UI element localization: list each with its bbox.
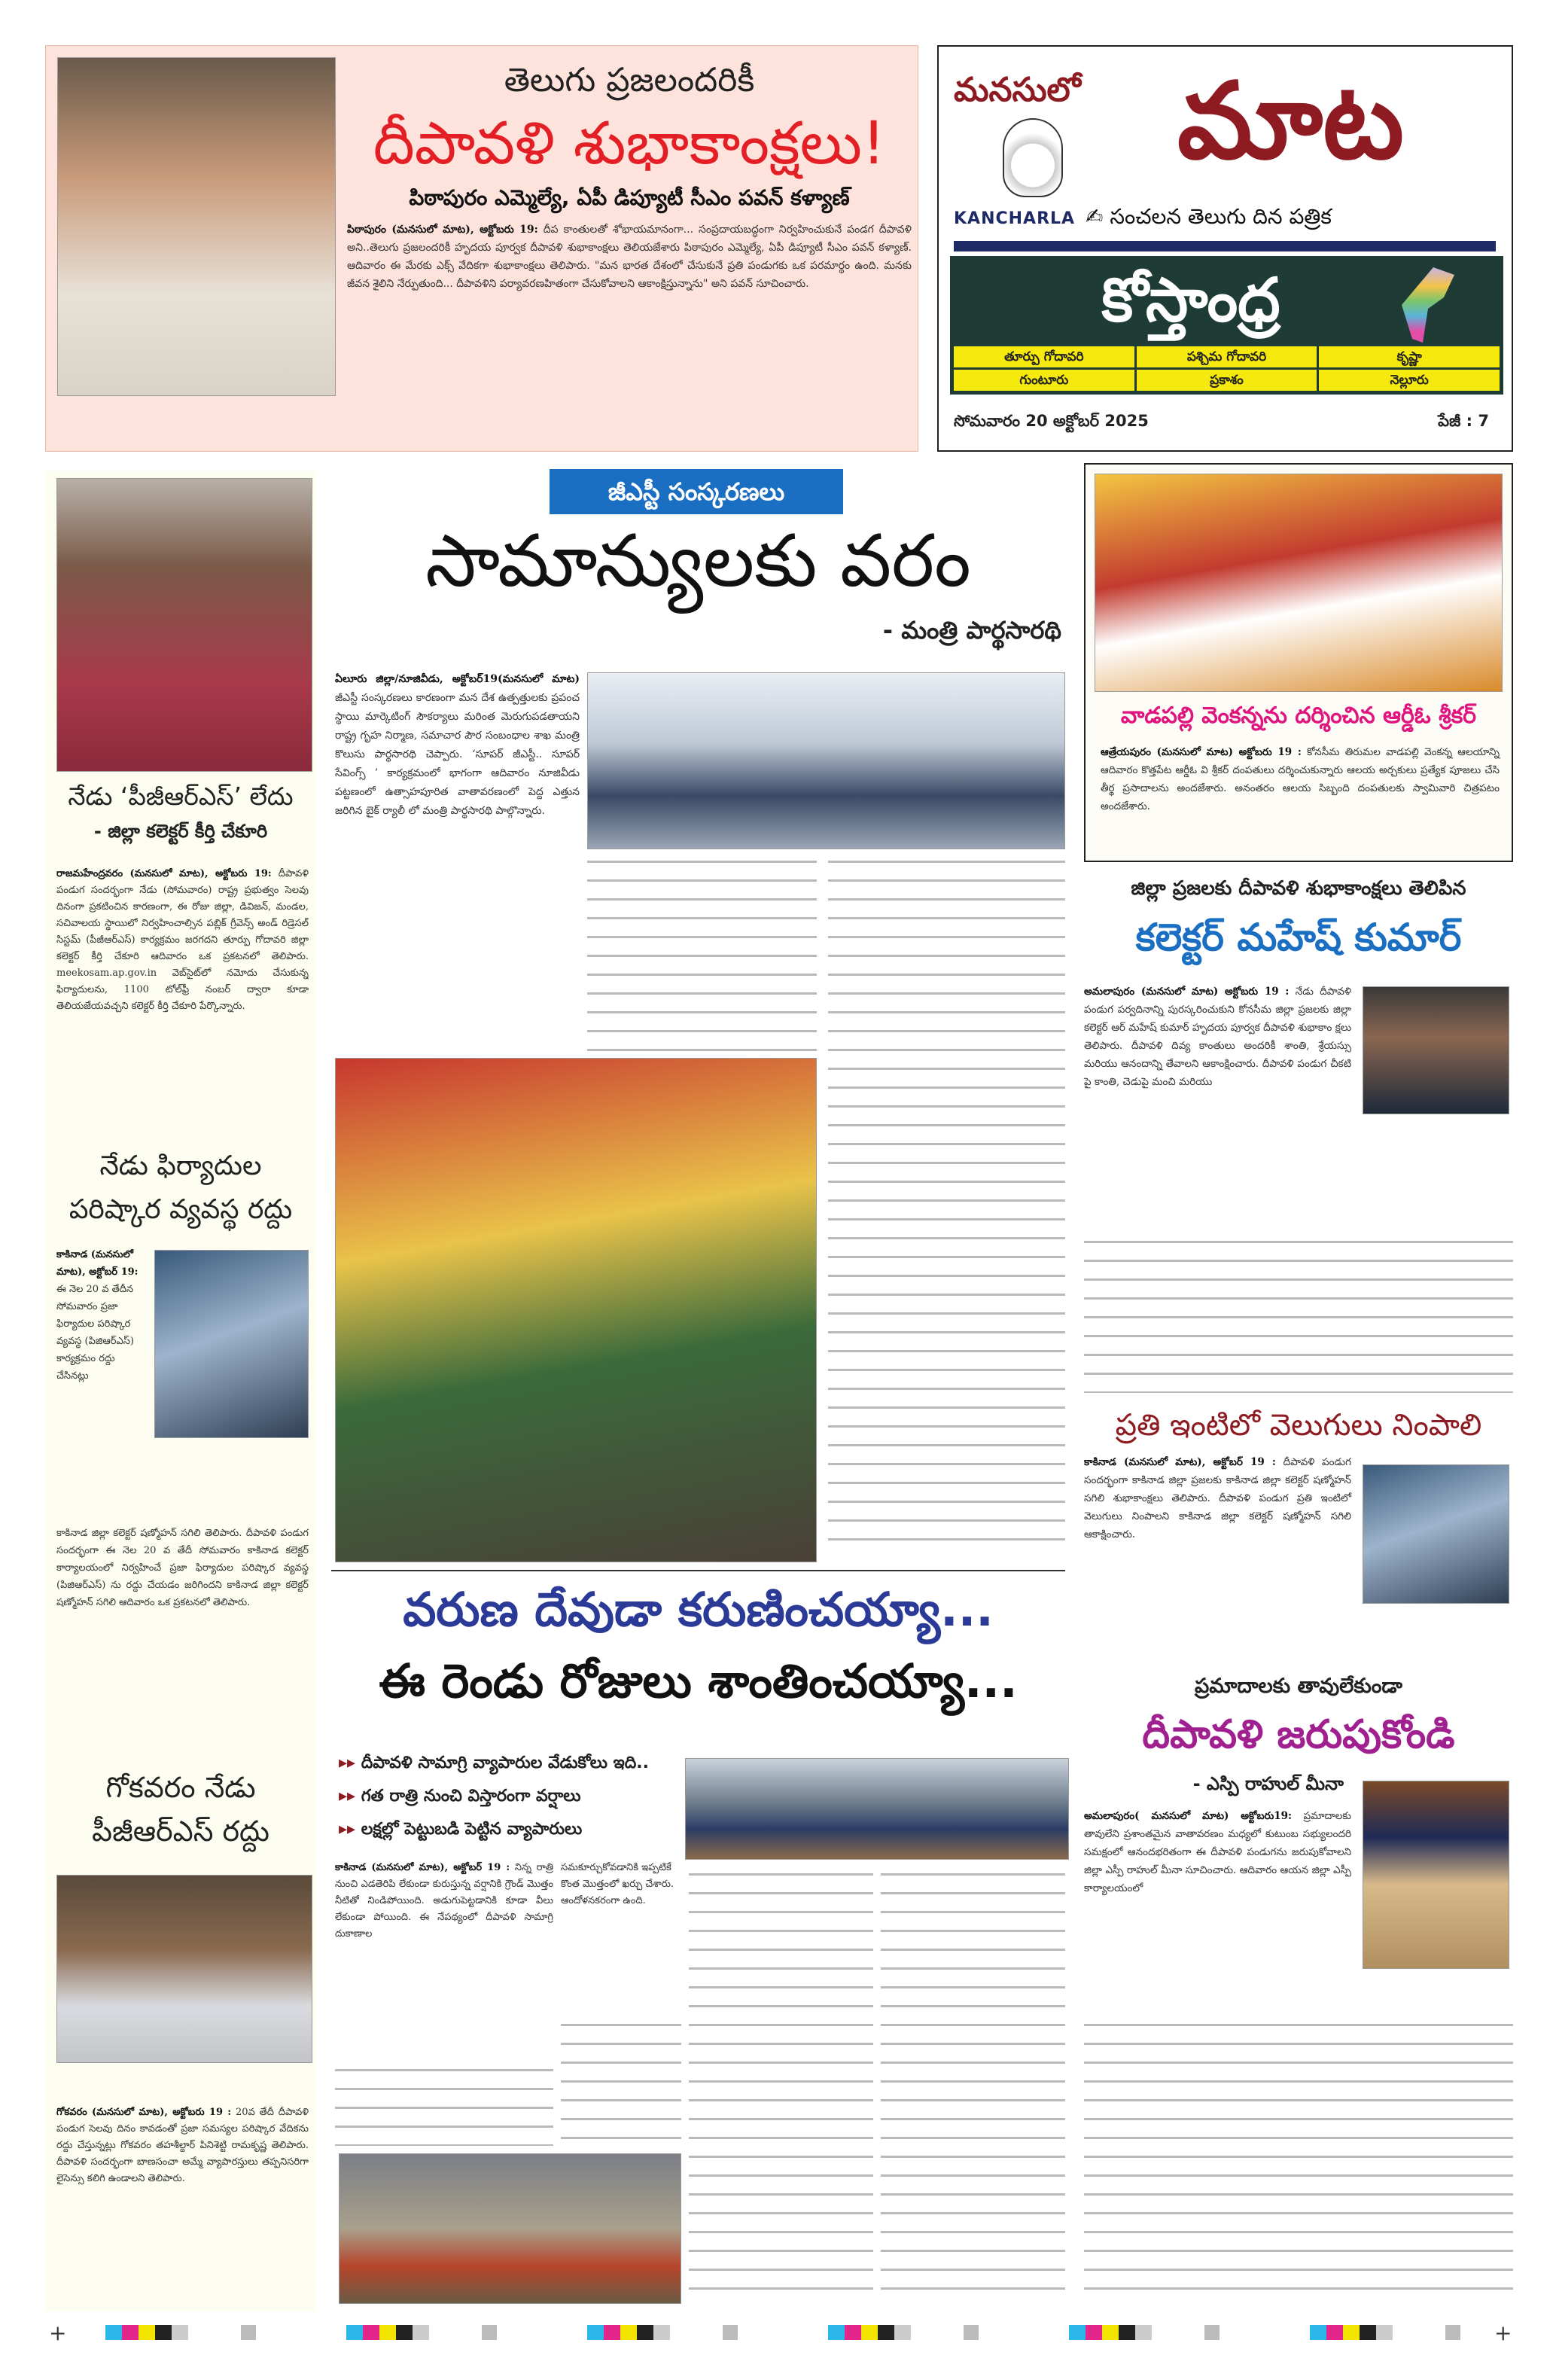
rdo-body-text: కోనసీమ తిరుమల వాడపల్లి వెంకన్న ఆలయాన్ని ఆదివారం కొత్తపేట ఆర్డీఓ వి శ్రీకర్ దంపతులు దర్శించుకున్నారు ఆలయ అర్చకులు ప్రత్యేక పూజలు చేసి తీర్థ ప్రసాదాలను అందజేశారు. అనంతరం ఆలయ సిబ్బంది దంపతులకు స్వామివారి చిత్రపటం అందజేశారు. [1101, 746, 1500, 812]
arrow-icon: ▸▸ [339, 1787, 361, 1806]
rdo-dateline: ఆత్రేయపురం (మనసులో మాట) అక్టోబరు 19 : [1101, 746, 1302, 758]
district-guntur: గుంటూరు [954, 370, 1134, 391]
tagline-text: సంచలన తెలుగు దిన పత్రిక [1110, 204, 1332, 229]
story1-headline: నేడు ‘పీజీఆర్ఎస్’ లేదు [68, 782, 294, 811]
story3-text: 20వ తేదీ దీపావళి పండుగ సెలవు దినం కావడంతో ప్రజా సమస్యల పరిష్కార వేదికను రద్దు చేస్తున్నట్లు గోకవరం తహశీల్దార్ పినిశెట్టి రామకృష్ణ తెలిపారు. దీపావళి సందర్భంగా బాణసంచా అమ్మే వ్యాపారస్తులు తప్పనిసరిగా లైసెన్సు కలిగి ఉండాలని తెలిపారు. [56, 2107, 309, 2184]
district-grid [954, 346, 1500, 391]
district-krishna: కృష్ణా [1319, 346, 1500, 367]
sp-headline: దీపావళి జరుపుకోండి [1142, 1712, 1455, 1757]
gst-body [335, 670, 580, 821]
bullet-item [339, 1747, 681, 1780]
tagline [1086, 202, 1500, 232]
gst-more-text-col2 [587, 855, 817, 1054]
rain-headline-1: వరుణ దేవుడా కరుణించయ్యా... [403, 1582, 994, 1637]
district-east-godavari: తూర్పు గోదావరి [954, 346, 1134, 367]
bullet-item [339, 1780, 681, 1813]
rain-body-2: సమకూర్చుకోవడానికి ఇప్పటికే కొంత మొత్తంలో ఖర్చు చేశారు. ఆందోళనకరంగా ఉంది. [561, 1862, 674, 1906]
wet-ground-photo [339, 2153, 681, 2304]
collector-headline: కలెక్టర్ మహేష్ కుమార్ [1135, 916, 1462, 959]
story2-side-text [56, 1246, 147, 1385]
sp-body-text: ప్రమాదాలకు తావులేని ప్రశాంతమైన వాతావరణం మధ్యలో కుటుంబ సభ్యులందరి సమక్షంలో ఆనందభరితంగా ఈ దీపావళి పండుగను జరుపుకోవాలని జిల్లా ఎస్పీ రాహుల్ మీనా సూచించారు. ఆదివారం ఆయన జిల్లా ఎస్పీ కార్యాలయంలో [1084, 1810, 1351, 1894]
bullet-text: దీపావళి సామాగ్రి వ్యాపారుల వేడుకోలు ఇది.. [361, 1754, 650, 1772]
story1-dateline: రాజమహేంద్రవరం (మనసులో మాట), అక్టోబరు 19: [56, 868, 272, 879]
kakinada-body [1084, 1453, 1351, 1543]
rdo-headline: వాడపల్లి వెంకన్నను దర్శించిన ఆర్డీఓ శ్రీకర్ [1120, 702, 1477, 729]
ad-kicker: తెలుగు ప్రజలందరికీ [504, 61, 755, 99]
divider [331, 1570, 1065, 1571]
rain-more-text-col1 [335, 2063, 553, 2146]
pen-icon: ✍ [1086, 204, 1110, 229]
bike-rally-photo [335, 1058, 817, 1562]
rain-more-text-col4 [881, 1867, 1065, 2304]
left-column [45, 471, 316, 2311]
district-prakasam: ప్రకాశం [1137, 370, 1317, 391]
gst-more-text-col3 [828, 855, 1065, 1551]
color-calibration-bar [105, 2325, 1483, 2340]
rain-more-text-col3 [689, 1867, 873, 2304]
sp-body [1084, 1807, 1351, 1897]
masthead-bar [954, 241, 1496, 251]
story3-dateline: గోకవరం (మనసులో మాట), అక్టోబరు 19 : [56, 2107, 232, 2118]
story1-body [56, 866, 309, 1133]
collector-kicker: జిల్లా ప్రజలకు దీపావళి శుభాకాంక్షలు తెలిపిన [1131, 877, 1466, 900]
bullet-text: గత రాత్రి నుంచి విస్తారంగా వర్షాలు [361, 1787, 581, 1806]
logo-small: మనసులో [954, 71, 1081, 109]
diwali-wish-ad [45, 45, 918, 452]
brand-name: KANCHARLA [954, 209, 1076, 228]
arrow-icon: ▸▸ [339, 1754, 361, 1772]
story2-dateline: కాకినాడ (మనసులో మాట), అక్టోబర్ 19: [56, 1249, 139, 1278]
collector-more-text [1084, 1235, 1513, 1393]
collector-keerthi-photo [56, 478, 312, 772]
rdo-story-box [1084, 463, 1513, 862]
kakinada-headline: ప్రతి ఇంటిలో వెలుగులు నింపాలి [1115, 1408, 1482, 1443]
collector-mahesh-photo [1363, 986, 1509, 1114]
masthead [937, 45, 1513, 452]
rain-body-text: నిన్న రాత్రి నుంచి ఎడతెరిపి లేకుండా కురుస్తున్న వర్షానికి గ్రౌండ్ మొత్తం నీటితో నిండిపోయింది. అడుగుపెట్టడానికి కూడా వీలు లేకుండా పోయింది. ఈ నేపథ్యంలో దీపావళి సామాగ్రి దుకాణాల [335, 1862, 553, 1940]
ad-dateline: పిఠాపురం (మనసులో మాట), అక్టోబరు 19: [347, 224, 538, 236]
gst-byline: - మంత్రి పార్థసారథి [882, 616, 1061, 645]
rain-bullets [339, 1747, 681, 1846]
collector-body-text: నేడు దీపావళి పండుగ పర్వదినాన్ని పురస్కరించుకుని కోనసీమ జిల్లా ప్రజలకు జిల్లా కలెక్టర్ ఆర్ మహేష్ కుమార్ హృదయ పూర్వక దీపావళి శుభాకాం క్షలు తెలిపారు. దీపావళి దివ్య కాంతులు అందరికీ శాంతి, శ్రేయస్సు మరియు ఆనందాన్ని తేవాలని ఆకాంక్షించారు. దీపావళి పండుగ చీకటి పై కాంతి, చెడుపై మంచి మరియు [1084, 986, 1352, 1088]
story2-body: కాకినాడ జిల్లా కలెక్టర్ షణ్మోహన్ సగిలి తెలిపారు. దీపావళి పండుగ సందర్భంగా ఈ నెల 20 వ తేదీ సోమవారం కాకినాడ కలెక్టర్ కార్యాలయంలో నిర్వహించే ప్రజా ఫిర్యాదుల పరిష్కార వ్యవస్థ (పిజిఆర్ఎస్) ను రద్దు చేయడం జరిగిందని కాకినాడ జిల్లా కలెక్టర్ షణ్మోహన్ సగిలి ఆదివారం ఒక ప్రకటనలో తెలిపారు. [56, 1528, 309, 1608]
rain-body [335, 1860, 553, 1943]
rain-market-photo [685, 1758, 1069, 1860]
kakinada-body-text: దీపావళి పండుగ సందర్భంగా కాకినాడ జిల్లా ప్రజలకు కాకినాడ జిల్లా కలెక్టర్ షణ్మోహన్ సగిలి శుభాకాంక్షలు తెలిపారు. దీపావళి పండుగ ప్రతి ఇంటిలో వెలుగులు నింపాలని కాకినాడ జిల్లా కలెక్టర్ షణ్మోహన్ సగిలి ఆకాక్షించారు. [1084, 1456, 1351, 1540]
rain-headline-2: ఈ రెండు రోజులు శాంతించయ్యా... [379, 1653, 1018, 1708]
story1-text: దీపావళి పండుగ సందర్భంగా నేడు (సోమవారం) రాష్ట్ర ప్రభుత్వం సెలవు దినంగా ప్రకటించిన కారణంగా, ఈ రోజు జిల్లా, డివిజన్, మండల, సచివాలయ స్థాయిలో నిర్వహించాల్సిన పబ్లిక్ గ్రీవెన్స్ అండ్ రిడ్రెసల్ సిస్టమ్ (పీజీఆర్ఎస్) కార్యక్రమం జరగదని తూర్పు గోదావరి జిల్లా కలెక్టర్ కీర్తి చేకూరి ఆదివారం ఒక ప్రకటనలో తెలిపారు. meekosam.ap.gov.in వెబ్‌సైట్‌లో నమోదు చేసుకున్న ఫిర్యాదులను, 1100 టోల్‌ఫ్రీ నంబర్ ద్వారా కూడా తెలియజేయవచ్చని కలెక్టర్ కీర్తి చేకూరి పేర్కొన్నారు. [56, 868, 309, 1012]
ad-body-text: దీప కాంతులతో శోభాయమానంగా... సంప్రదాయబద్ధంగా నిర్వహించుకునే పండగ దీపావళి అని..తెలుగు ప్రజలందరికీ హృదయ పూర్వక దీపావళి శుభాకాంక్షలు తెలియజేశారు పిఠాపురం ఎమ్మెల్యే, ఏపీ డిప్యూటీ సీఎం పవన్ కళ్యాణ్. ఆదివారం ఈ మేరకు ఎక్స్ వేదికగా శుభాకాంక్షలు తెలిపారు. "మన భారత దేశంలో చేసుకునే ప్రతి పండుగకు ఒక పరమార్థం ఉంది. మనకు జీవన శైలిని నేర్పుతుంది... దీపావళిని పర్యావరణహితంగా చేసుకోవాలని ఆకాంక్షిస్తున్నాను" అని పవన్ సూచించారు. [347, 224, 912, 290]
pawan-kalyan-photo [57, 57, 336, 396]
bullet-item [339, 1813, 681, 1846]
story1-byline: - జిల్లా కలెక్టర్ కీర్తి చేకూరి [93, 821, 268, 842]
collector-dateline: అమలాపురం (మనసులో మాట) అక్టోబరు 19 : [1084, 986, 1290, 998]
collector-body [1084, 983, 1351, 1091]
coastal-map-icon [1402, 267, 1454, 343]
registration-mark-left: + [49, 2321, 67, 2345]
ad-body [347, 221, 912, 293]
bullet-text: లక్షల్లో పెట్టుబడి పెట్టిన వ్యాపారులు [361, 1820, 583, 1839]
founder-portrait [1003, 118, 1063, 197]
ad-subhead: పిఠాపురం ఎమ్మెల్యే, ఏపీ డిప్యూటీ సీఎం పవన్ కళ్యాణ్ [409, 185, 850, 210]
story3-body [56, 2104, 309, 2187]
tahsildar-photo [56, 1875, 312, 2063]
collector-shanmohan-photo [154, 1250, 309, 1438]
rdo-body [1101, 743, 1500, 815]
rain-more-text-col2 [561, 2018, 681, 2146]
edition-name: కోస్తాంధ్ర [1101, 265, 1280, 335]
sp-rahul-meena-photo [1363, 1781, 1509, 1969]
story3-headline: గోకవరం నేడు పీజీఆర్ఎస్ రద్దు [92, 1771, 269, 1848]
issue-date: సోమవారం 20 అక్టోబర్ 2025 [954, 412, 1149, 430]
story2-side-body: ఈ నెల 20 వ తేదీన సోమవారం ప్రజా ఫిర్యాదుల పరిష్కార వ్యవస్థ (పిజిఆర్ఎస్) కార్యక్రమం రద్దు చేసినట్లు [56, 1284, 134, 1382]
kakinada-dateline: కాకినాడ (మనసులో మాట), అక్టోబర్ 19 : [1084, 1456, 1276, 1468]
edition-banner [950, 256, 1503, 395]
sp-dateline: అమలాపురం( మనసులో మాట) అక్టోబరు19: [1084, 1810, 1293, 1822]
ad-headline: దీపావళి శుభాకాంక్షలు! [373, 110, 886, 178]
gst-body-text: జీఎస్టీ సంస్కరణలు కారణంగా మన దేశ ఉత్పత్తులకు ప్రపంచ స్థాయి మార్కెటింగ్ సౌకర్యాలు మరింత మెరుగుపడతాయని రాష్ట్ర గృహ నిర్మాణ, సమాచార పౌర సంబంధాల శాఖ మంత్రి కొలుసు పార్థసారథి చెప్పారు. ‘సూపర్ జీఎస్టీ.. సూపర్ సేవింగ్స్ ’ కార్యక్రమంలో భాగంగా ఆదివారం నూజివీడు పట్టణంలో ఉత్సాహపూరిత వాతావరణంలో పెద్ద ఎత్తున జరిగిన బైక్ ర్యాలీ లో మంత్రి పార్థసారథి పాల్గొన్నారు. [335, 692, 580, 817]
page-number: పేజీ : 7 [1438, 412, 1489, 430]
collector-shanmohan-photo-2 [1363, 1464, 1509, 1604]
sp-byline: - ఎస్పి రాహుల్ మీనా [1192, 1773, 1344, 1794]
logo-big: మాట [1177, 60, 1405, 183]
district-west-godavari: పశ్చిమ గోదావరి [1137, 346, 1317, 367]
temple-visit-photo [1095, 474, 1503, 692]
sp-kicker: ప్రమాదాలకు తావులేకుండా [1195, 1675, 1402, 1698]
sp-more-text [1084, 2018, 1513, 2304]
district-nellore: నెల్లూరు [1319, 370, 1500, 391]
story2-headline: నేడు ఫిర్యాదుల పరిష్కార వ్యవస్థ రద్దు [69, 1150, 293, 1225]
gst-dateline: ఏలూరు జిల్లా/నూజివీడు, అక్టోబర్19(మనసులో మాట) [335, 673, 580, 685]
registration-mark-right: + [1494, 2321, 1512, 2345]
rain-dateline: కాకినాడ (మనసులో మాట), అక్టోబర్ 19 : [335, 1862, 510, 1873]
arrow-icon: ▸▸ [339, 1820, 361, 1839]
gst-meeting-photo [587, 672, 1065, 849]
gst-headline: సామాన్యులకు వరం [425, 519, 971, 603]
gst-tag: జీఎస్టీ సంస్కరణలు [550, 469, 843, 514]
